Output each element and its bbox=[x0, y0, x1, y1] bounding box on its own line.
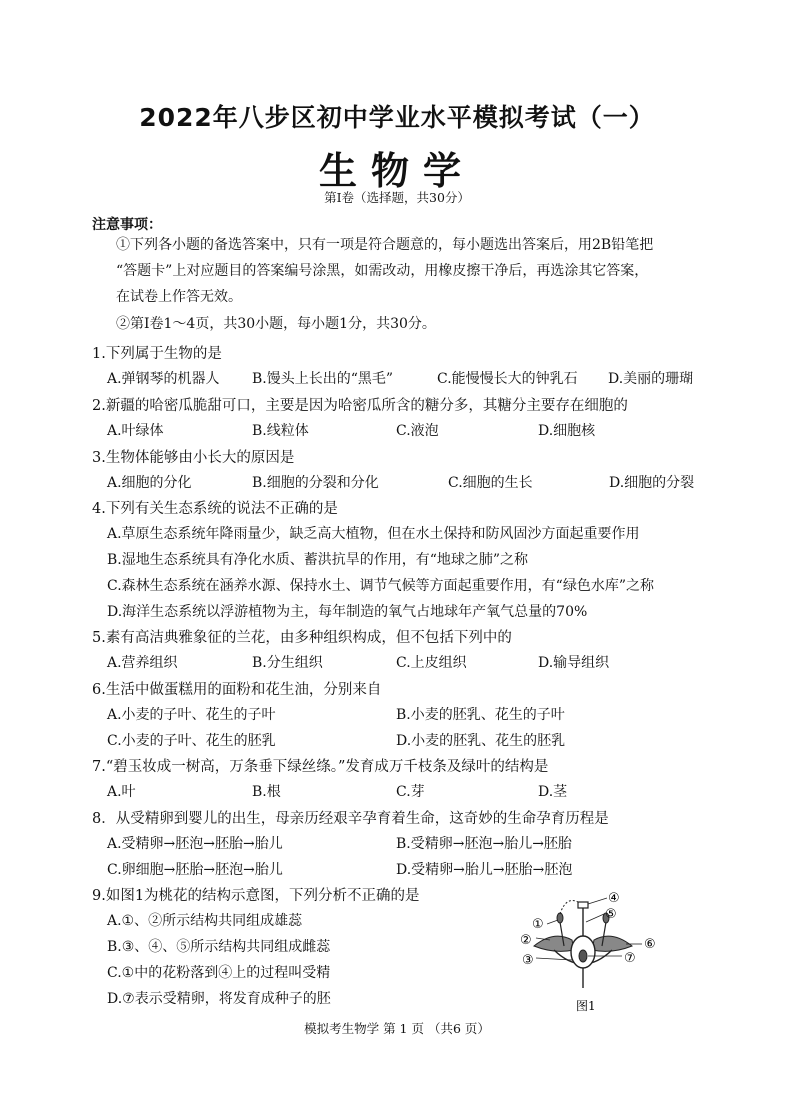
question-2-option-d: D.细胞核 bbox=[538, 423, 596, 439]
question-1-option-c: C.能慢慢长大的钟乳石 bbox=[437, 371, 578, 387]
question-9-option-c: C.①中的花粉落到④上的过程叫受精 bbox=[107, 965, 331, 981]
question-5-stem: 5.素有高洁典雅象征的兰花，由多种组织构成，但不包括下列中的 bbox=[92, 630, 512, 646]
question-2-option-c: C.液泡 bbox=[396, 423, 439, 439]
peach-flower-diagram bbox=[514, 888, 664, 1018]
question-7-option-d: D.茎 bbox=[538, 784, 568, 800]
question-6-option-d: D.小麦的胚乳、花生的胚乳 bbox=[396, 733, 566, 749]
figure-label-2: ② bbox=[520, 933, 532, 948]
notice-heading: 注意事项： bbox=[92, 217, 162, 233]
question-2-option-a: A.叶绿体 bbox=[107, 423, 164, 439]
figure-label-6: ⑥ bbox=[644, 937, 656, 952]
question-4-option-a: A.草原生态系统年降雨量少，缺乏高大植物，但在水土保持和防风固沙方面起重要作用 bbox=[107, 526, 640, 542]
figure-label-4: ④ bbox=[608, 891, 620, 906]
question-8-option-c: C.卵细胞→胚胎→胚泡→胎儿 bbox=[107, 862, 283, 878]
question-2-option-b: B.线粒体 bbox=[252, 423, 309, 439]
peach-flower-figure bbox=[514, 888, 664, 1018]
question-9-option-b: B.③、④、⑤所示结构共同组成雌蕊 bbox=[107, 939, 331, 955]
question-8-option-a: A.受精卵→胚泡→胚胎→胎儿 bbox=[107, 836, 283, 852]
page-footer: 模拟考生物学 第 1 页 （共6 页） bbox=[304, 1021, 490, 1036]
question-4-stem: 4.下列有关生态系统的说法不正确的是 bbox=[92, 501, 338, 517]
subject-title: 生物学 bbox=[318, 148, 475, 193]
question-2-stem: 2.新疆的哈密瓜脆甜可口，主要是因为哈密瓜所含的糖分多，其糖分主要存在细胞的 bbox=[92, 398, 628, 414]
question-7-option-a: A.叶 bbox=[107, 784, 136, 800]
question-8-option-d: D.受精卵→胎儿→胚胎→胚泡 bbox=[396, 862, 573, 878]
exam-title: 2022年八步区初中学业水平模拟考试（一） bbox=[139, 103, 655, 132]
figure-caption: 图1 bbox=[576, 999, 596, 1013]
question-5-option-b: B.分生组织 bbox=[252, 655, 323, 671]
notice-line-3: 在试卷上作答无效。 bbox=[116, 289, 242, 305]
figure-label-1: ① bbox=[532, 917, 544, 932]
question-7-option-c: C.芽 bbox=[396, 784, 425, 800]
question-9-option-d: D.⑦表示受精卵，将发育成种子的胚 bbox=[107, 991, 331, 1007]
question-1-option-a: A.弹钢琴的机器人 bbox=[107, 371, 220, 387]
question-7-stem: 7.“碧玉妆成一树高，万条垂下绿丝绦。”发育成万千枝条及绿叶的结构是 bbox=[92, 759, 549, 775]
question-4-option-c: C.森林生态系统在涵养水源、保持水土、调节气候等方面起重要作用，有“绿色水库”之称 bbox=[107, 578, 654, 594]
notice-line-1: ①下列各小题的备选答案中，只有一项是符合题意的，每小题选出答案后，用2B铅笔把 bbox=[116, 237, 654, 253]
question-5-option-c: C.上皮组织 bbox=[396, 655, 467, 671]
question-1-option-b: B.馒头上长出的“黑毛” bbox=[252, 371, 394, 387]
question-7-option-b: B.根 bbox=[252, 784, 281, 800]
question-5-option-a: A.营养组织 bbox=[107, 655, 178, 671]
question-9-stem: 9.如图1为桃花的结构示意图，下列分析不正确的是 bbox=[92, 888, 420, 904]
question-3-stem: 3.生物体能够由小长大的原因是 bbox=[92, 450, 295, 466]
figure-label-3: ③ bbox=[522, 953, 534, 968]
section-heading: 第Ⅰ卷（选择题，共30分） bbox=[324, 190, 470, 205]
question-6-stem: 6.生活中做蛋糕用的面粉和花生油，分别来自 bbox=[92, 682, 382, 698]
question-1-stem: 1.下列属于生物的是 bbox=[92, 346, 222, 362]
question-3-option-b: B.细胞的分裂和分化 bbox=[252, 475, 379, 491]
question-4-option-b: B.湿地生态系统具有净化水质、蓄洪抗旱的作用，有“地球之肺”之称 bbox=[107, 552, 529, 568]
question-8-stem: 8．从受精卵到婴儿的出生，母亲历经艰辛孕育着生命，这奇妙的生命孕育历程是 bbox=[92, 811, 609, 827]
question-1-option-d: D.美丽的珊瑚 bbox=[608, 371, 694, 387]
notice-line-2: “答题卡”上对应题目的答案编号涂黑，如需改动，用橡皮擦干净后，再选涂其它答案， bbox=[116, 263, 649, 279]
question-3-option-d: D.细胞的分裂 bbox=[609, 475, 695, 491]
question-4-option-d: D.海洋生态系统以浮游植物为主，每年制造的氧气占地球年产氧气总量的70% bbox=[107, 604, 588, 620]
question-6-option-a: A.小麦的子叶、花生的子叶 bbox=[107, 707, 276, 723]
question-3-option-c: C.细胞的生长 bbox=[448, 475, 533, 491]
question-5-option-d: D.输导组织 bbox=[538, 655, 610, 671]
question-6-option-b: B.小麦的胚乳、花生的子叶 bbox=[396, 707, 565, 723]
figure-label-5: ⑤ bbox=[605, 907, 617, 922]
question-9-option-a: A.①、②所示结构共同组成雄蕊 bbox=[107, 913, 303, 929]
notice-line-4: ②第Ⅰ卷1～4页，共30小题，每小题1分，共30分。 bbox=[116, 316, 436, 332]
question-3-option-a: A.细胞的分化 bbox=[107, 475, 192, 491]
question-8-option-b: B.受精卵→胚泡→胎儿→胚胎 bbox=[396, 836, 572, 852]
question-6-option-c: C.小麦的子叶、花生的胚乳 bbox=[107, 733, 276, 749]
figure-label-7: ⑦ bbox=[624, 951, 636, 966]
